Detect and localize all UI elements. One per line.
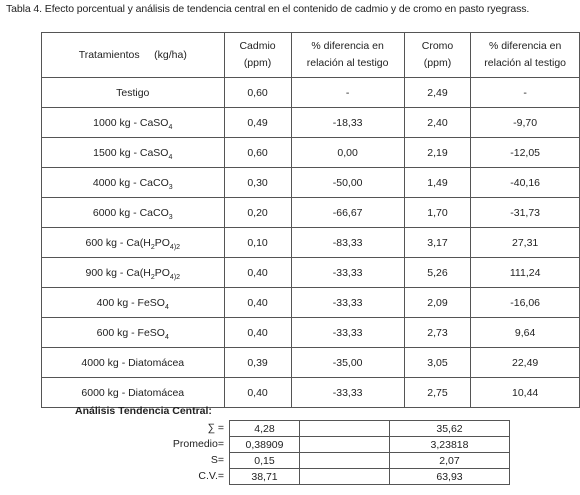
dif-cadmio-cell: 0,00 [291,138,404,168]
cromo-cell: 2,75 [404,378,471,408]
dif-cromo-cell: -40,16 [471,168,580,198]
treatment-cell [42,108,225,138]
treatment-label: 6000 kg - Diatomácea [81,386,185,399]
table-row [42,318,580,348]
dif-cadmio-cell: -18,33 [291,108,404,138]
cadmio-cell: 0,40 [224,288,291,318]
table-row [42,168,580,198]
cadmio-cell: 0,20 [224,198,291,228]
dif-cromo-cell: 22,49 [471,348,580,378]
cadmio-cell: 0,60 [224,138,291,168]
dif-cromo-cell: 27,31 [471,228,580,258]
table-row [42,78,580,108]
header-cromo-unit: (ppm) [423,57,452,69]
dif-cadmio-cell: -33,33 [291,258,404,288]
dif-cadmio-cell: -33,33 [291,378,404,408]
stat-empty-cell [300,437,390,453]
dif-cadmio-cell: -33,33 [291,318,404,348]
treatment-subscript-2: 4)2 [169,243,181,251]
cadmio-cell: 0,60 [224,78,291,108]
cromo-cell: 2,09 [404,288,471,318]
treatment-subscript: 3 [168,213,173,221]
cromo-cell: 3,05 [404,348,471,378]
stats-row [230,453,510,469]
stat-cadmio-cell: 4,28 [230,421,300,437]
cromo-cell: 2,19 [404,138,471,168]
dif-cromo-cell: 111,24 [471,258,580,288]
stat-cromo-cell: 63,93 [390,469,510,485]
treatment-label: 4000 kg - CaCO [92,176,169,189]
dif-cromo-cell: 10,44 [471,378,580,408]
dif-cromo-cell: - [471,78,580,108]
treatment-label: 1000 kg - CaSO [93,116,169,129]
treatment-label: 400 kg - FeSO [96,296,165,309]
cadmio-cell: 0,39 [224,348,291,378]
treatment-cell [42,258,225,288]
cromo-cell: 5,26 [404,258,471,288]
treatment-label: 6000 kg - CaCO [92,206,169,219]
dif-cadmio-cell: -35,00 [291,348,404,378]
treatment-label: 4000 kg - Diatomácea [81,356,185,369]
treatment-cell [42,288,225,318]
treatment-label: 600 kg - FeSO [96,326,165,339]
header-dif-cromo-line2: relación al testigo [484,57,566,69]
treatment-subscript-2: 4)2 [169,273,181,281]
treatment-subscript: 4 [164,333,169,341]
treatment-subscript: 2 [150,273,155,281]
table-row [42,288,580,318]
stat-cromo-cell: 2,07 [390,453,510,469]
table-row [42,138,580,168]
dif-cromo-cell: -9,70 [471,108,580,138]
dif-cadmio-cell: -83,33 [291,228,404,258]
stat-empty-cell [300,421,390,437]
treatment-subscript: 4 [168,123,173,131]
dif-cromo-cell: -31,73 [471,198,580,228]
cromo-cell: 1,49 [404,168,471,198]
treatment-subscript: 4 [168,153,173,161]
stats-title: Análisis Tendencia Central: [75,405,212,417]
treatment-label: 900 kg - Ca(H [85,266,151,279]
results-table [41,32,580,408]
dif-cadmio-cell: -33,33 [291,288,404,318]
cromo-cell: 3,17 [404,228,471,258]
treatment-subscript: 2 [150,243,155,251]
table-row [42,198,580,228]
table-row [42,258,580,288]
stats-row [230,437,510,453]
header-cadmio-unit: (ppm) [243,57,272,69]
treatment-label: Testigo [116,86,150,99]
cadmio-cell: 0,40 [224,378,291,408]
header-dif-cadmio [291,33,404,78]
treatment-label-tail: PO [154,236,170,249]
header-cromo [404,33,471,78]
treatment-label: 1500 kg - CaSO [93,146,169,159]
table-row [42,348,580,378]
cadmio-cell: 0,40 [224,318,291,348]
stat-cromo-cell: 3,23818 [390,437,510,453]
stat-cadmio-cell: 38,71 [230,469,300,485]
treatment-label: 600 kg - Ca(H [85,236,151,249]
table-row [42,108,580,138]
stat-empty-cell [300,453,390,469]
header-dif-cadmio-line1: % diferencia en [311,40,384,52]
treatment-subscript: 3 [168,183,173,191]
stat-label: S= [210,454,224,466]
dif-cromo-cell: -12,05 [471,138,580,168]
treatment-cell [42,318,225,348]
stat-empty-cell [300,469,390,485]
cadmio-cell: 0,30 [224,168,291,198]
table-row [42,378,580,408]
stat-cromo-cell: 35,62 [390,421,510,437]
dif-cadmio-cell: -50,00 [291,168,404,198]
stat-cadmio-cell: 0,38909 [230,437,300,453]
dif-cadmio-cell: -66,67 [291,198,404,228]
header-cromo-label: Cromo [421,40,454,52]
header-dif-cromo [471,33,580,78]
stats-row [230,469,510,485]
stats-row [230,421,510,437]
stat-label: C.V.= [198,470,224,482]
cromo-cell: 1,70 [404,198,471,228]
treatment-label-tail: PO [154,266,170,279]
treatment-subscript: 4 [164,303,169,311]
dif-cromo-cell: 9,64 [471,318,580,348]
table-caption: Tabla 4. Efecto porcentual y análisis de tendencia central en el contenido de cadmio y de cromo en pasto ryegrass. [6,3,530,15]
cromo-cell: 2,40 [404,108,471,138]
stat-label: Promedio= [172,438,224,450]
header-dif-cadmio-line2: relación al testigo [306,57,389,69]
cadmio-cell: 0,10 [224,228,291,258]
treatment-cell [42,168,225,198]
dif-cromo-cell: -16,06 [471,288,580,318]
stat-label: ∑ = [207,422,224,434]
treatment-cell [42,138,225,168]
header-tratamientos-label: Tratamientos (kg/ha) [78,48,187,61]
header-dif-cromo-line1: % diferencia en [488,40,562,52]
treatment-cell [42,348,225,378]
header-tratamientos [42,33,225,78]
header-cadmio [224,33,291,78]
treatment-cell [42,78,225,108]
cadmio-cell: 0,40 [224,258,291,288]
header-cadmio-label: Cadmio [239,40,276,52]
dif-cadmio-cell: - [291,78,404,108]
cadmio-cell: 0,49 [224,108,291,138]
header-row [42,33,580,78]
stat-cadmio-cell: 0,15 [230,453,300,469]
stats-table [229,420,510,485]
table-row [42,228,580,258]
cromo-cell: 2,73 [404,318,471,348]
treatment-cell [42,378,225,408]
treatment-cell [42,228,225,258]
cromo-cell: 2,49 [404,78,471,108]
treatment-cell [42,198,225,228]
